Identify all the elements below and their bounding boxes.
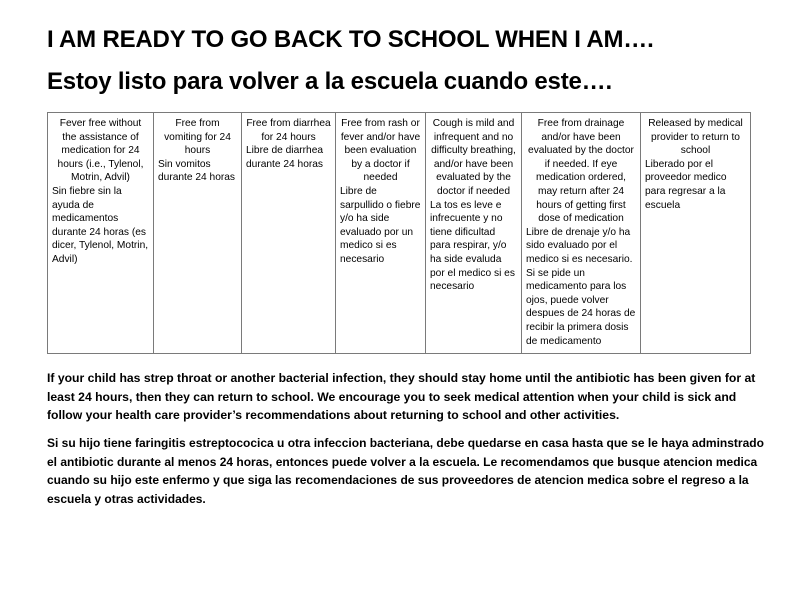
- strep-note-spanish: Si su hijo tiene faringitis estreptococica u otra infeccion bacteriana, debe quedarse en casa hasta que se le haya adminstrado el antibiotic durante al menos 24 horas, entonces puede volver a la escuela. Le recomendamos que busque atencion medica cuando su hijo este enfermo y que siga las recomendaciones de sus proveedores de atencion medica sobre el regreso a la escuela y otras actividades.: [47, 436, 764, 506]
- return-criteria-table: [47, 112, 751, 354]
- criteria-english: Fever free without the assistance of medication for 24 hours (i.e., Tylenol, Motrin, Advil): [57, 118, 144, 184]
- criteria-english: Free from drainage and/or have been evaluated by the doctor if needed. If eye medication ordered, may return after 24 hours of getting first dose of medication: [528, 118, 634, 225]
- criteria-cell-rash: [336, 113, 426, 354]
- criteria-row: [48, 113, 751, 354]
- criteria-english: Free from rash or fever and/or have been evaluation by a doctor if needed: [340, 118, 421, 184]
- page-title-english: I AM READY TO GO BACK TO SCHOOL WHEN I AM….: [47, 26, 654, 53]
- page-title-spanish: Estoy listo para volver a la escuela cuando este….: [47, 68, 612, 95]
- criteria-spanish: Sin fiebre sin la ayuda de medicamentos durante 24 horas (es dicer, Tylenol, Motrin, Advil): [52, 185, 149, 265]
- criteria-cell-diarrhea: [242, 113, 336, 354]
- criteria-spanish: Libre de diarrhea durante 24 horas: [246, 145, 324, 170]
- criteria-english: Free from diarrhea for 24 hours: [246, 118, 331, 143]
- criteria-spanish: La tos es leve e infrecuente y no tiene dificultad para respirar, y/o ha side evaluda por el medico si es necesario: [430, 199, 515, 293]
- criteria-cell-drainage: [522, 113, 641, 354]
- criteria-english: Released by medical provider to return to school: [648, 118, 743, 157]
- criteria-cell-cough: [426, 113, 522, 354]
- criteria-spanish: Liberado por el proveedor medico para regresar a la escuela: [645, 158, 727, 211]
- criteria-cell-fever: [48, 113, 154, 354]
- criteria-cell-released: [641, 113, 751, 354]
- criteria-cell-vomiting: [154, 113, 242, 354]
- criteria-spanish: Sin vomitos durante 24 horas: [158, 158, 236, 184]
- criteria-english: Free from vomiting for 24 hours: [164, 118, 231, 157]
- criteria-spanish: Libre de drenaje y/o ha sido evaluado por el medico si es necesario. Si se pide un medicamento para los ojos, puede volver despues de 24 horas de recibir la primera dosis de medicamento: [526, 226, 636, 347]
- criteria-spanish: Libre de sarpullido o fiebre y/o ha side evaluado por un medico si es necesario: [340, 185, 421, 265]
- criteria-english: Cough is mild and infrequent and no difficulty breathing, and/or have been evaluated by the doctor if needed: [431, 118, 516, 197]
- strep-note-english: If your child has strep throat or another bacterial infection, they should stay home until the antibiotic has been given for at least 24 hours, then they can return to school. We encourage you to seek medical attention when your child is sick and follow your health care provider’s recommendations about returning to school and other activities.: [47, 371, 756, 422]
